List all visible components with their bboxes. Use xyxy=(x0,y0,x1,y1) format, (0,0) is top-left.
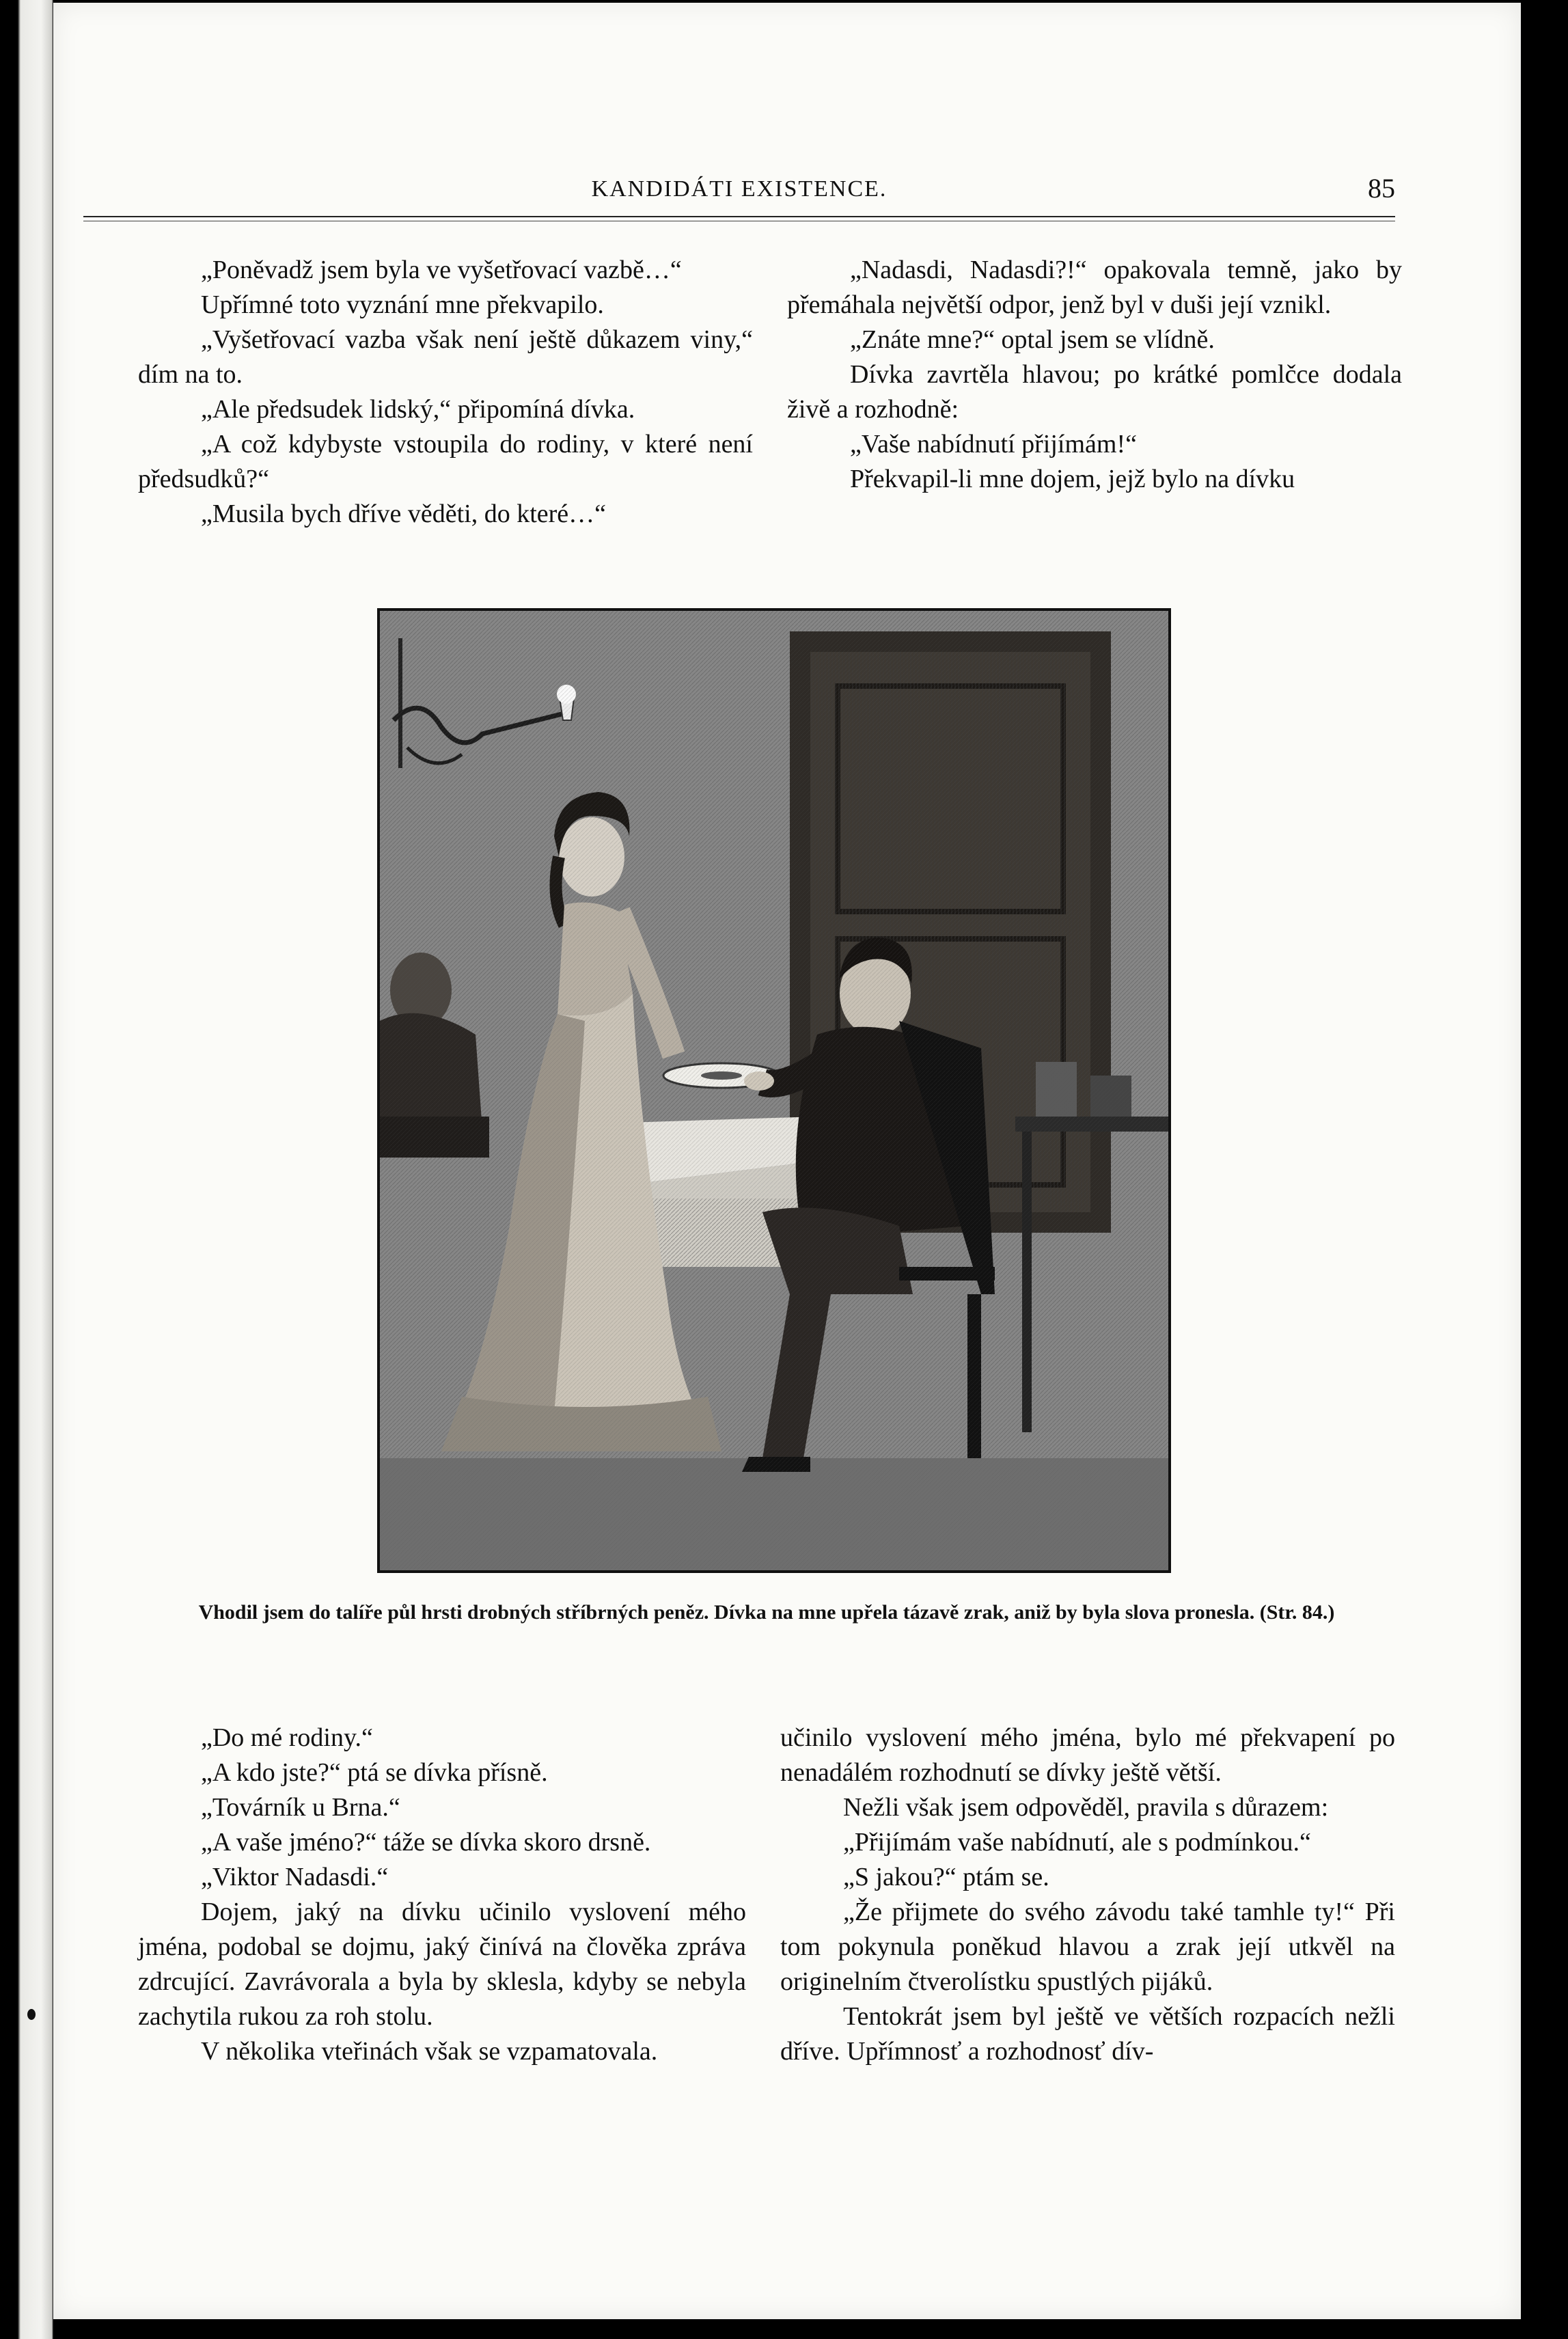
paragraph: Překvapil-li mne dojem, jejž bylo na dívku xyxy=(850,465,1295,493)
paragraph: „Nadasdi, Nadasdi?!“ opakovala temně, jako by přemáhala největší odpor, jenž byl v duši její vznikl. xyxy=(787,256,1402,319)
paragraph: „S jakou?“ ptám se. xyxy=(843,1863,1049,1891)
engraving-illustration xyxy=(377,608,1171,1573)
paragraph: „Továrník u Brna.“ xyxy=(201,1793,400,1822)
header-rule xyxy=(83,216,1395,217)
paragraph: V několika vteřinách však se vzpamatovala. xyxy=(201,2037,658,2066)
paragraph: „Vaše nabídnutí přijímám!“ xyxy=(850,430,1137,459)
paragraph: Tentokrát jsem byl ještě ve větších rozpacích nežli dříve. Upřímnosť a rozhodnosť dív- xyxy=(780,2002,1395,2066)
running-header xyxy=(83,173,1395,208)
paragraph: „A kdo jste?“ ptá se dívka přísně. xyxy=(201,1758,548,1787)
paragraph: Upřímné toto vyznání mne překvapilo. xyxy=(201,290,604,319)
paragraph: Dojem, jaký na dívku učinilo vyslovení mého jména, podobal se dojmu, jaký činívá na člověka zpráva zdrcující. Zavrávorala a byla by sklesla, kdyby se nebyla zachytila rukou za roh stolu. xyxy=(138,1898,746,2031)
text-column-top-left xyxy=(138,253,753,532)
paragraph: „Přijímám vaše nabídnutí, ale s podmínkou.“ xyxy=(843,1828,1311,1857)
illustration-caption: Vhodil jsem do talíře půl hrsti drobných stříbrných peněz. Dívka na mne upřela tázavě zrak, aniž by byla slova pronesla. (Str. 84.) xyxy=(198,1601,1335,1624)
paragraph: „Viktor Nadasdi.“ xyxy=(201,1863,389,1891)
paragraph: „Poněvadž jsem byla ve vyšetřovací vazbě…“ xyxy=(201,256,682,284)
text-column-bottom-right xyxy=(780,1721,1395,2069)
ink-speck xyxy=(27,2009,36,2020)
paragraph: „Znáte mne?“ optal jsem se vlídně. xyxy=(850,325,1215,354)
paragraph: Dívka zavrtěla hlavou; po krátké pomlčce dodala živě a rozhodně: xyxy=(787,360,1402,424)
text-column-bottom-left xyxy=(138,1721,746,2069)
paragraph: „Do mé rodiny.“ xyxy=(201,1723,373,1752)
book-spine-edge xyxy=(0,0,53,2339)
text-column-top-right xyxy=(787,253,1402,497)
paragraph: „Že přijmete do svého závodu také tamhle ty!“ Při tom pokynula poněkud hlavou a zrak její utkvěl na originelním čtverolístku spustlých pijáků. xyxy=(780,1898,1395,1996)
illustration-drawing xyxy=(380,611,1168,1570)
header-title: KANDIDÁTI EXISTENCE. xyxy=(591,176,888,202)
paragraph: „A vaše jméno?“ táže se dívka skoro drsně. xyxy=(201,1828,651,1857)
paragraph: učinilo vyslovení mého jména, bylo mé překvapení po nenadálém rozhodnutí se dívky ještě větší. xyxy=(780,1723,1395,1787)
paragraph: „Ale předsudek lidský,“ připomíná dívka. xyxy=(201,395,635,424)
paragraph: Nežli však jsem odpověděl, pravila s důrazem: xyxy=(843,1793,1329,1822)
paragraph: „Musila bych dříve věděti, do které…“ xyxy=(201,500,607,528)
paragraph: „Vyšetřovací vazba však není ještě důkazem viny,“ dím na to. xyxy=(138,325,753,389)
page-number: 85 xyxy=(1368,173,1395,204)
paragraph: „A což kdybyste vstoupila do rodiny, v které není předsudků?“ xyxy=(138,430,753,493)
